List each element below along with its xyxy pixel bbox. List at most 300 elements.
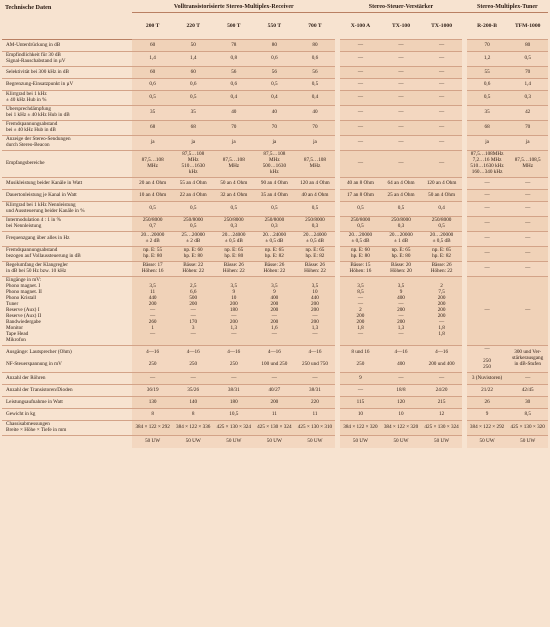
row-label: Klirrgrad bei 1 kHz Nennleistung und Aussteuerung beider Kanäle in %: [2, 202, 132, 217]
table-cell: —: [381, 79, 422, 91]
table-cell: —: [421, 40, 462, 52]
table-cell: 384 × 122 × 336: [173, 421, 214, 436]
table-cell: 384 × 122 × 292: [132, 421, 173, 436]
table-cell: ja: [295, 136, 336, 151]
table-cell: 120 an 4 Ohm: [295, 178, 336, 190]
table-cell: —: [467, 232, 508, 247]
table-cell: 0,3: [507, 91, 548, 106]
table-cell: 425 × 130 × 324: [214, 421, 255, 436]
model-header: 700 T: [308, 22, 322, 29]
table-cell: —: [132, 373, 173, 385]
row-label: Anzahl der Transistoren/Dioden: [2, 385, 132, 397]
table-cell: 250/8000 0,7: [132, 217, 173, 232]
table-cell: 50 UW: [381, 436, 422, 448]
table-cell: 0,5: [340, 202, 381, 217]
table-cell: 40: [254, 106, 295, 121]
table-cell: 130: [132, 397, 173, 409]
table-cell: 36/19: [132, 385, 173, 397]
table-cell: 87,5…108,5 MHz: [507, 151, 548, 178]
row-label: Fremdspannungsabstand bei ± 40 kHz Hub in dB: [2, 121, 132, 136]
table-cell: 10: [381, 409, 422, 421]
table-row: [2, 385, 548, 397]
table-cell: 3,5 11 440 200 — — 260 1 —: [132, 277, 173, 346]
group-header: Stereo-Multiplex-Tuner: [467, 2, 548, 13]
row-label: Fremdspannungsabstand bezogen auf Vollaussteuerung in dB: [2, 247, 132, 262]
table-cell: np. E: 55 hp. E: 80: [132, 247, 173, 262]
group-header: Stereo-Steuer-Verstärker: [340, 2, 462, 13]
table-row: [2, 397, 548, 409]
row-label: Begrenzung-Einsatzpunkt in µV: [2, 79, 132, 91]
table-cell: —: [340, 91, 381, 106]
table-cell: np. E: 60 hp. E: 80: [340, 247, 381, 262]
table-cell: 60: [173, 67, 214, 79]
row-label: AM-Unterdrückung in dB: [2, 40, 132, 52]
model-header: TX-1000: [431, 22, 452, 29]
table-cell: 80: [507, 40, 548, 52]
table-cell: —: [381, 91, 422, 106]
table-cell: np. E: 65 hp. E: 82: [295, 247, 336, 262]
table-cell: —: [467, 190, 508, 202]
table-cell: 20 an 4 Ohm: [132, 178, 173, 190]
row-label: Musikleistung beider Kanäle in Watt: [2, 178, 132, 190]
table-cell: —: [467, 217, 508, 232]
table-cell: 0,5: [132, 91, 173, 106]
table-cell: 0,4: [295, 91, 336, 106]
table-cell: —: [421, 91, 462, 106]
corner-label: Technische Daten: [2, 2, 132, 40]
table-cell: ja: [173, 136, 214, 151]
table-cell: 38/31: [214, 385, 255, 397]
table-cell: 22 an 4 Ohm: [173, 190, 214, 202]
row-label: [2, 436, 132, 448]
table-cell: 115: [340, 397, 381, 409]
table-cell: 0,5: [173, 202, 214, 217]
table-row: [2, 346, 548, 373]
table-cell: 1,4: [507, 79, 548, 91]
table-cell: 50 UW: [467, 436, 508, 448]
table-cell: —: [421, 373, 462, 385]
model-header: TX-100: [391, 22, 411, 29]
table-cell: —: [340, 385, 381, 397]
table-cell: 20…24000 ± 0,5 dB: [295, 232, 336, 247]
table-cell: 8 und 16 250: [340, 346, 381, 373]
table-cell: —: [507, 202, 548, 217]
table-cell: —: [340, 40, 381, 52]
table-cell: 40/27: [254, 385, 295, 397]
table-cell: —: [421, 151, 462, 178]
table-cell: 70: [254, 121, 295, 136]
table-cell: 50 UW: [295, 436, 336, 448]
table-cell: ja: [214, 136, 255, 151]
table-cell: —: [295, 373, 336, 385]
row-label: Ausgänge: Lautsprecher (Ohm) NF-Steuerspannung in mV: [2, 346, 132, 373]
table-cell: 0,5: [295, 202, 336, 217]
table-cell: 35/26: [173, 385, 214, 397]
table-cell: 250/8000 0,5: [173, 217, 214, 232]
table-cell: 35 an 4 Ohm: [254, 190, 295, 202]
table-cell: —: [507, 178, 548, 190]
table-cell: 38/31: [295, 385, 336, 397]
table-cell: 3,5 10 440 200 200 — 200 1,3 —: [295, 277, 336, 346]
table-row: [2, 232, 548, 247]
table-cell: 20…24000 ± 0,5 dB: [254, 232, 295, 247]
table-cell: 40: [214, 106, 255, 121]
table-cell: 120: [381, 397, 422, 409]
table-cell: 384 × 122 × 292: [467, 421, 508, 436]
table-cell: 24/20: [421, 385, 462, 397]
row-label: Anzahl der Röhren: [2, 373, 132, 385]
model-header: 220 T: [186, 22, 200, 29]
table-cell: —: [381, 136, 422, 151]
table-row: [2, 373, 548, 385]
group-header-row: [2, 2, 548, 13]
table-cell: 2,5 6,6 500 200 — — 170 3 —: [173, 277, 214, 346]
table-cell: 30: [507, 397, 548, 409]
table-cell: 68: [467, 121, 508, 136]
table-cell: 10 an 4 Ohm: [132, 190, 173, 202]
row-label: Selektivität bei 300 kHz in dB: [2, 67, 132, 79]
table-cell: 4—16 250: [214, 346, 255, 373]
model-header: 500 T: [227, 22, 241, 29]
table-cell: —: [214, 373, 255, 385]
table-cell: Bässe: 26 Höhen: 22: [214, 262, 255, 277]
table-cell: 215: [421, 397, 462, 409]
table-cell: Bässe: 26 Höhen: 22: [421, 262, 462, 277]
table-cell: 20…20000 ± 0,5 dB: [340, 232, 381, 247]
table-cell: 87,5…108 MHz 510…1630 kHz: [173, 151, 214, 178]
table-cell: 0,5: [132, 202, 173, 217]
table-cell: 32 an 4 Ohm: [214, 190, 255, 202]
table-cell: 180: [214, 397, 255, 409]
table-cell: 0,5: [295, 79, 336, 91]
table-cell: 3,5 9 400 200 200 — 200 1,6 —: [254, 277, 295, 346]
table-cell: 11: [254, 409, 295, 421]
table-cell: 12: [421, 409, 462, 421]
table-cell: —: [381, 106, 422, 121]
table-cell: —: [421, 67, 462, 79]
table-cell: 55 an 4 Ohm: [173, 178, 214, 190]
table-row: [2, 436, 548, 448]
table-cell: 35: [173, 106, 214, 121]
table-row: [2, 40, 548, 52]
table-cell: 0,4: [214, 91, 255, 106]
model-header: 550 T: [267, 22, 282, 29]
table-cell: 68: [132, 121, 173, 136]
table-cell: —: [507, 247, 548, 262]
table-cell: 42/45: [507, 385, 548, 397]
table-cell: 0,4: [421, 202, 462, 217]
table-cell: 70: [507, 121, 548, 136]
table-row: [2, 217, 548, 232]
table-cell: 4—16 200 und 400: [421, 346, 462, 373]
table-cell: 25 an 4 Ohm: [381, 190, 422, 202]
table-cell: 50 UW: [340, 436, 381, 448]
table-cell: 87,5…108 MHz 500…1630 kHz: [254, 151, 295, 178]
row-label: Übersprechdämpfung bei 1 kHz ± 40 kHz Hub in dB: [2, 106, 132, 121]
table-cell: —: [381, 67, 422, 79]
table-cell: 20…24000 ± 0,5 dB: [214, 232, 255, 247]
table-cell: 0,6: [173, 79, 214, 91]
table-cell: 425 × 130 × 320: [507, 421, 548, 436]
table-row: [2, 178, 548, 190]
table-cell: np. E: 65 hp. E: 82: [254, 247, 295, 262]
table-cell: 4—16 250: [132, 346, 173, 373]
row-label: Frequenzgang über alles in Hz: [2, 232, 132, 247]
table-cell: 50 UW: [421, 436, 462, 448]
table-cell: —: [467, 262, 508, 277]
table-cell: np. E: 65 hp. E: 82: [421, 247, 462, 262]
table-cell: —: [421, 106, 462, 121]
table-row: [2, 409, 548, 421]
table-cell: 55: [467, 67, 508, 79]
table-cell: 1,4: [132, 52, 173, 67]
table-cell: —: [340, 121, 381, 136]
table-cell: 425 × 130 × 324: [254, 421, 295, 436]
table-cell: —: [507, 190, 548, 202]
row-label: Empfangsbereiche: [2, 151, 132, 178]
table-cell: 8: [132, 409, 173, 421]
table-row: [2, 67, 548, 79]
table-cell: 50 UW: [173, 436, 214, 448]
table-cell: —: [254, 373, 295, 385]
table-row: [2, 202, 548, 217]
table-cell: 50 an 4 Ohm: [421, 190, 462, 202]
model-header: 200 T: [145, 22, 160, 29]
table-cell: 425 × 130 × 324: [421, 421, 462, 436]
table-cell: —: [340, 67, 381, 79]
table-cell: 0,6: [214, 79, 255, 91]
table-row: [2, 247, 548, 262]
table-cell: 9: [340, 373, 381, 385]
table-cell: 56: [254, 67, 295, 79]
table-cell: 4—16 400: [381, 346, 422, 373]
table-row: [2, 52, 548, 67]
table-cell: ja: [467, 136, 508, 151]
table-cell: 0,6: [132, 79, 173, 91]
table-cell: —: [507, 277, 548, 346]
table-cell: 8: [173, 409, 214, 421]
table-cell: 50 an 4 Ohm: [214, 178, 255, 190]
table-row: [2, 106, 548, 121]
table-cell: 384 × 122 × 320: [340, 421, 381, 436]
table-cell: 35: [132, 106, 173, 121]
table-cell: —: [507, 217, 548, 232]
row-label: Chassisabmessungen Breite × Höhe × Tiefe in mm: [2, 421, 132, 436]
model-header: TFM-1000: [514, 22, 541, 29]
table-cell: np. E: 65 hp. E: 80: [214, 247, 255, 262]
table-row: [2, 151, 548, 178]
table-cell: Bässe: 26 Höhen: 22: [295, 262, 336, 277]
table-cell: 56: [295, 67, 336, 79]
table-cell: 0,5: [254, 202, 295, 217]
table-cell: 70: [467, 40, 508, 52]
table-cell: 60: [132, 67, 173, 79]
table-cell: 10,5: [214, 409, 255, 421]
model-header: X-100 A: [350, 22, 371, 29]
table-cell: 78: [214, 40, 255, 52]
table-row: [2, 277, 548, 346]
table-cell: —: [507, 373, 548, 385]
table-cell: 87,5…108 MHz: [132, 151, 173, 178]
table-cell: 250/8000 0,3: [381, 217, 422, 232]
table-cell: 42: [507, 106, 548, 121]
table-cell: 250/8000 0,3: [254, 217, 295, 232]
table-cell: 3,5 9 400 — 200 — 200 1,3 —: [381, 277, 422, 346]
table-cell: 18/8: [381, 385, 422, 397]
table-cell: 40 an 8 Ohm: [340, 178, 381, 190]
table-cell: 4—16 250 und 750: [295, 346, 336, 373]
table-cell: 0,6: [295, 52, 336, 67]
table-cell: 300 und Ver- stärkerausgang in dB-Stufen: [507, 346, 548, 373]
row-label: Empfindlichkeit für 30 dB Signal-Rauschabstand in µV: [2, 52, 132, 67]
table-cell: 0,5: [173, 91, 214, 106]
row-label: Eingänge in mV: Phono magnet. I Phono magnet. II Phono Kristall Tuner Reserve (Aux) I Reserve (Aux) II Bandwiedergabe Monitor Tape Head Mikrofon: [2, 277, 132, 346]
table-cell: 0,5: [467, 91, 508, 106]
table-cell: 21/22: [467, 385, 508, 397]
table-cell: —: [381, 40, 422, 52]
table-cell: —: [421, 136, 462, 151]
table-cell: 250/8000 0,5: [340, 217, 381, 232]
row-label: Anzeige der Stereo-Sendungen durch Stereo-Beacon: [2, 136, 132, 151]
table-cell: Bässe: 22 Höhen: 22: [173, 262, 214, 277]
table-row: [2, 121, 548, 136]
table-cell: ja: [132, 136, 173, 151]
table-cell: —: [340, 136, 381, 151]
table-cell: 250/8000 0,3: [295, 217, 336, 232]
table-cell: 70: [507, 67, 548, 79]
table-cell: —: [467, 178, 508, 190]
table-cell: 2 7,5 200 200 200 200 — 1,8 1,8: [421, 277, 462, 346]
table-cell: 10: [340, 409, 381, 421]
table-cell: 70: [214, 121, 255, 136]
table-cell: Bässe: 26 Höhen: 22: [254, 262, 295, 277]
table-cell: —: [340, 151, 381, 178]
table-cell: 20…20000 ± 0,5 dB: [421, 232, 462, 247]
table-cell: —: [381, 52, 422, 67]
table-cell: —: [173, 373, 214, 385]
table-cell: 64 an 4 Ohm: [381, 178, 422, 190]
table-cell: 200: [254, 397, 295, 409]
table-cell: 50 UW: [507, 436, 548, 448]
table-cell: 0,5: [214, 202, 255, 217]
table-row: [2, 421, 548, 436]
table-cell: 3,5 9 10 200 180 — 200 1,3 —: [214, 277, 255, 346]
table-cell: —: [467, 277, 508, 346]
table-cell: 87,5…108 MHz: [214, 151, 255, 178]
group-header: Volltransistorisierte Stereo-Multiplex-Receiver: [132, 2, 335, 13]
table-cell: 80: [295, 40, 336, 52]
table-cell: ja: [507, 136, 548, 151]
table-cell: 70: [295, 121, 336, 136]
table-cell: Bässe: 20 Höhen: 20: [381, 262, 422, 277]
table-cell: 220: [295, 397, 336, 409]
table-cell: 4—16 100 und 250: [254, 346, 295, 373]
table-cell: —: [507, 262, 548, 277]
table-cell: np. E: 60 hp. E: 80: [173, 247, 214, 262]
table-cell: 90 an 4 Ohm: [254, 178, 295, 190]
table-cell: 3 (Nuvistoren): [467, 373, 508, 385]
table-cell: 87,5…108 MHz: [295, 151, 336, 178]
table-cell: —: [421, 79, 462, 91]
table-cell: 250/8000 0,5: [421, 217, 462, 232]
table-cell: 0,6: [254, 52, 295, 67]
table-cell: 11: [295, 409, 336, 421]
row-label: Gewicht in kg: [2, 409, 132, 421]
table-cell: 384 × 122 × 320: [381, 421, 422, 436]
table-cell: 56: [214, 67, 255, 79]
table-cell: —: [421, 52, 462, 67]
table-cell: 80: [254, 40, 295, 52]
table-cell: 140: [173, 397, 214, 409]
table-cell: 8,5: [507, 409, 548, 421]
table-cell: Bässe: 17 Höhen: 16: [132, 262, 173, 277]
table-cell: 20…20000 ± 2 dB: [132, 232, 173, 247]
table-cell: 40: [295, 106, 336, 121]
table-cell: —: [381, 373, 422, 385]
table-cell: 1,2: [467, 52, 508, 67]
table-cell: —: [340, 106, 381, 121]
row-label: Dauertonleistung je Kanal in Watt: [2, 190, 132, 202]
row-label: Intermodulation 4 : 1 in % bei Nennleistung: [2, 217, 132, 232]
table-cell: 3,5 8,5 — — 2 200 200 1,8 —: [340, 277, 381, 346]
table-cell: 425 × 130 × 310: [295, 421, 336, 436]
table-row: [2, 136, 548, 151]
table-cell: 60: [132, 40, 173, 52]
table-cell: 0,6: [467, 79, 508, 91]
table-cell: 9: [467, 409, 508, 421]
table-cell: 0,8: [214, 52, 255, 67]
table-cell: Bässe: 15 Höhen: 16: [340, 262, 381, 277]
table-cell: —: [381, 151, 422, 178]
table-cell: —: [467, 247, 508, 262]
table-cell: 40 an 4 Ohm: [295, 190, 336, 202]
table-cell: 1,4: [173, 52, 214, 67]
table-cell: 0,4: [254, 91, 295, 106]
table-cell: 17 an 8 Ohm: [340, 190, 381, 202]
model-header: R-200-B: [477, 22, 498, 29]
table-cell: 50 UW: [254, 436, 295, 448]
row-label: Regelumfang der Klangregler in dB bei 50 Hz bzw. 10 kHz: [2, 262, 132, 277]
table-cell: np. E: 65 hp. E: 80: [381, 247, 422, 262]
technical-data-table: [2, 2, 548, 448]
table-cell: —: [340, 79, 381, 91]
table-cell: 50: [173, 40, 214, 52]
table-cell: 4—16 250: [173, 346, 214, 373]
table-cell: —: [467, 202, 508, 217]
table-cell: 120 an 4 Ohm: [421, 178, 462, 190]
table-cell: 25…20000 ± 2 dB: [173, 232, 214, 247]
table-cell: —: [507, 232, 548, 247]
table-cell: 26: [467, 397, 508, 409]
table-cell: ja: [254, 136, 295, 151]
table-row: [2, 79, 548, 91]
table-row: [2, 262, 548, 277]
row-label: Leistungsaufnahme in Watt: [2, 397, 132, 409]
table-cell: 0,5: [254, 79, 295, 91]
table-cell: —: [340, 52, 381, 67]
table-row: [2, 190, 548, 202]
table-cell: 87,5…108MHz 7,2…16 MHz 510…1630 kHz 160…340 kHz: [467, 151, 508, 178]
table-cell: 68: [173, 121, 214, 136]
table-cell: — 250 250: [467, 346, 508, 373]
table-cell: —: [381, 121, 422, 136]
table-cell: —: [421, 121, 462, 136]
table-cell: 20…20000 ± 1 dB: [381, 232, 422, 247]
table-cell: 50 UW: [132, 436, 173, 448]
table-cell: 50 UW: [214, 436, 255, 448]
row-label: Klirrgrad bei 1 kHz ± 40 kHz Hub in %: [2, 91, 132, 106]
table-cell: 35: [467, 106, 508, 121]
